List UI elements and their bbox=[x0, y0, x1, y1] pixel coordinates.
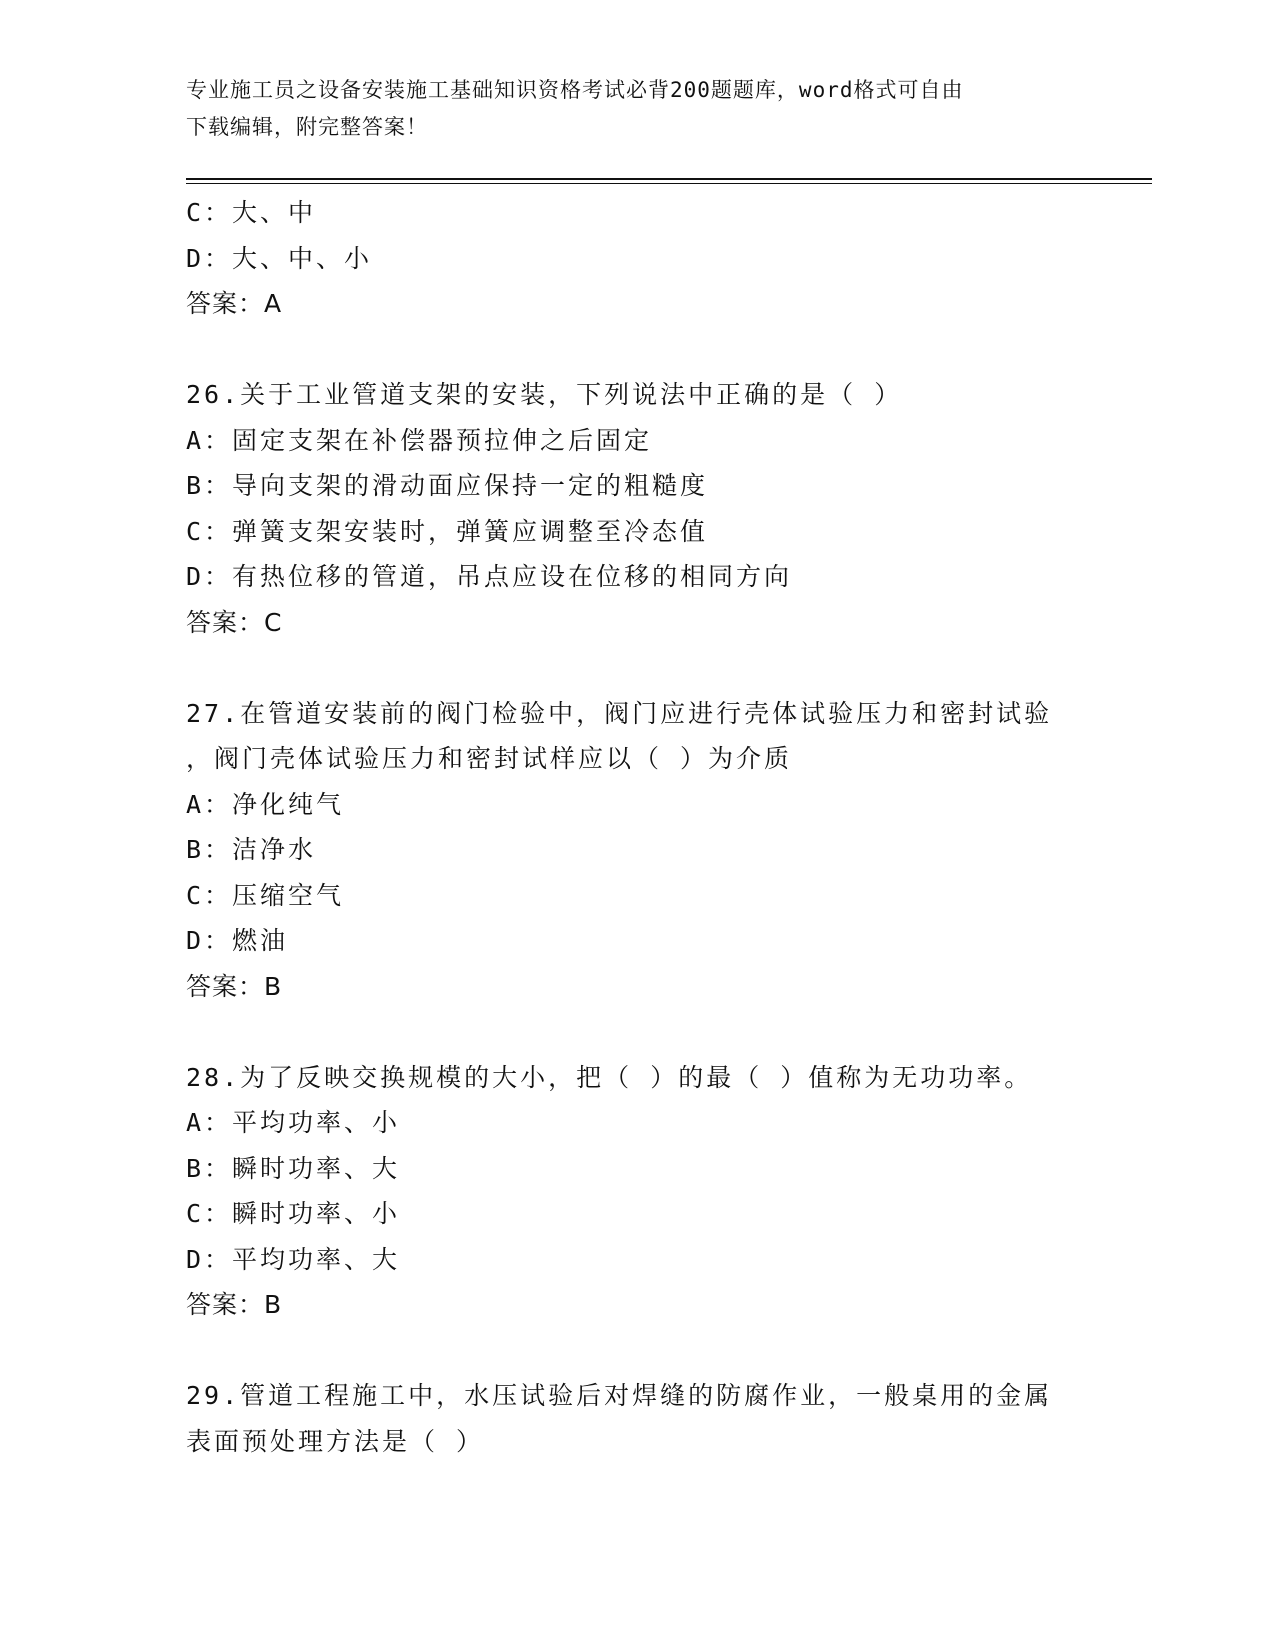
question-26 bbox=[186, 372, 1086, 645]
question-stem: 28.为了反映交换规模的大小，把（ ）的最（ ）值称为无功功率。 bbox=[186, 1062, 1033, 1092]
question-29 bbox=[186, 1373, 1086, 1464]
question-stem: 29.管道工程施工中，水压试验后对焊缝的防腐作业，一般桌用的金属 bbox=[186, 1381, 1053, 1410]
option-d: D：燃油 bbox=[186, 926, 289, 955]
option-c: C：弹簧支架安装时，弹簧应调整至冷态值 bbox=[186, 516, 709, 546]
question-stem-continued: ，阀门壳体试验压力和密封试样应以（ ）为介质 bbox=[186, 744, 793, 773]
answer: 答案：A bbox=[186, 289, 283, 318]
question-stem: 27.在管道安装前的阀门检验中，阀门应进行壳体试验压力和密封试验 bbox=[186, 698, 1053, 728]
answer: 答案：B bbox=[186, 1290, 283, 1319]
option-b: B：瞬时功率、大 bbox=[186, 1153, 401, 1183]
header-rule-thin bbox=[186, 183, 1152, 184]
header-line-2: 下载编辑，附完整答案！ bbox=[186, 115, 428, 139]
option-c: C：大、中 bbox=[186, 198, 317, 227]
header-rule-thick bbox=[186, 178, 1152, 180]
page-header bbox=[186, 72, 1066, 146]
answer: 答案：B bbox=[186, 971, 283, 1001]
option-a: A：固定支架在补偿器预拉伸之后固定 bbox=[186, 425, 653, 455]
option-a: A：净化纯气 bbox=[186, 789, 345, 819]
option-b: B：洁净水 bbox=[186, 835, 317, 864]
option-c: C：瞬时功率、小 bbox=[186, 1199, 401, 1228]
header-line-1: 专业施工员之设备安装施工基础知识资格考试必背200题题库，word格式可自由 bbox=[186, 78, 964, 102]
question-list bbox=[186, 190, 1086, 1464]
option-b: B：导向支架的滑动面应保持一定的粗糙度 bbox=[186, 471, 709, 500]
option-c: C：压缩空气 bbox=[186, 880, 345, 910]
option-d: D：大、中、小 bbox=[186, 243, 373, 273]
option-a: A：平均功率、小 bbox=[186, 1108, 401, 1137]
question-27 bbox=[186, 691, 1086, 1010]
question-25 bbox=[186, 190, 1086, 327]
question-28 bbox=[186, 1055, 1086, 1328]
question-stem: 26.关于工业管道支架的安装，下列说法中正确的是（ ） bbox=[186, 380, 903, 409]
question-stem-continued: 表面预处理方法是（ ） bbox=[186, 1426, 485, 1456]
option-d: D：有热位移的管道，吊点应设在位移的相同方向 bbox=[186, 562, 793, 591]
option-d: D：平均功率、大 bbox=[186, 1244, 401, 1274]
answer: 答案：C bbox=[186, 607, 283, 637]
